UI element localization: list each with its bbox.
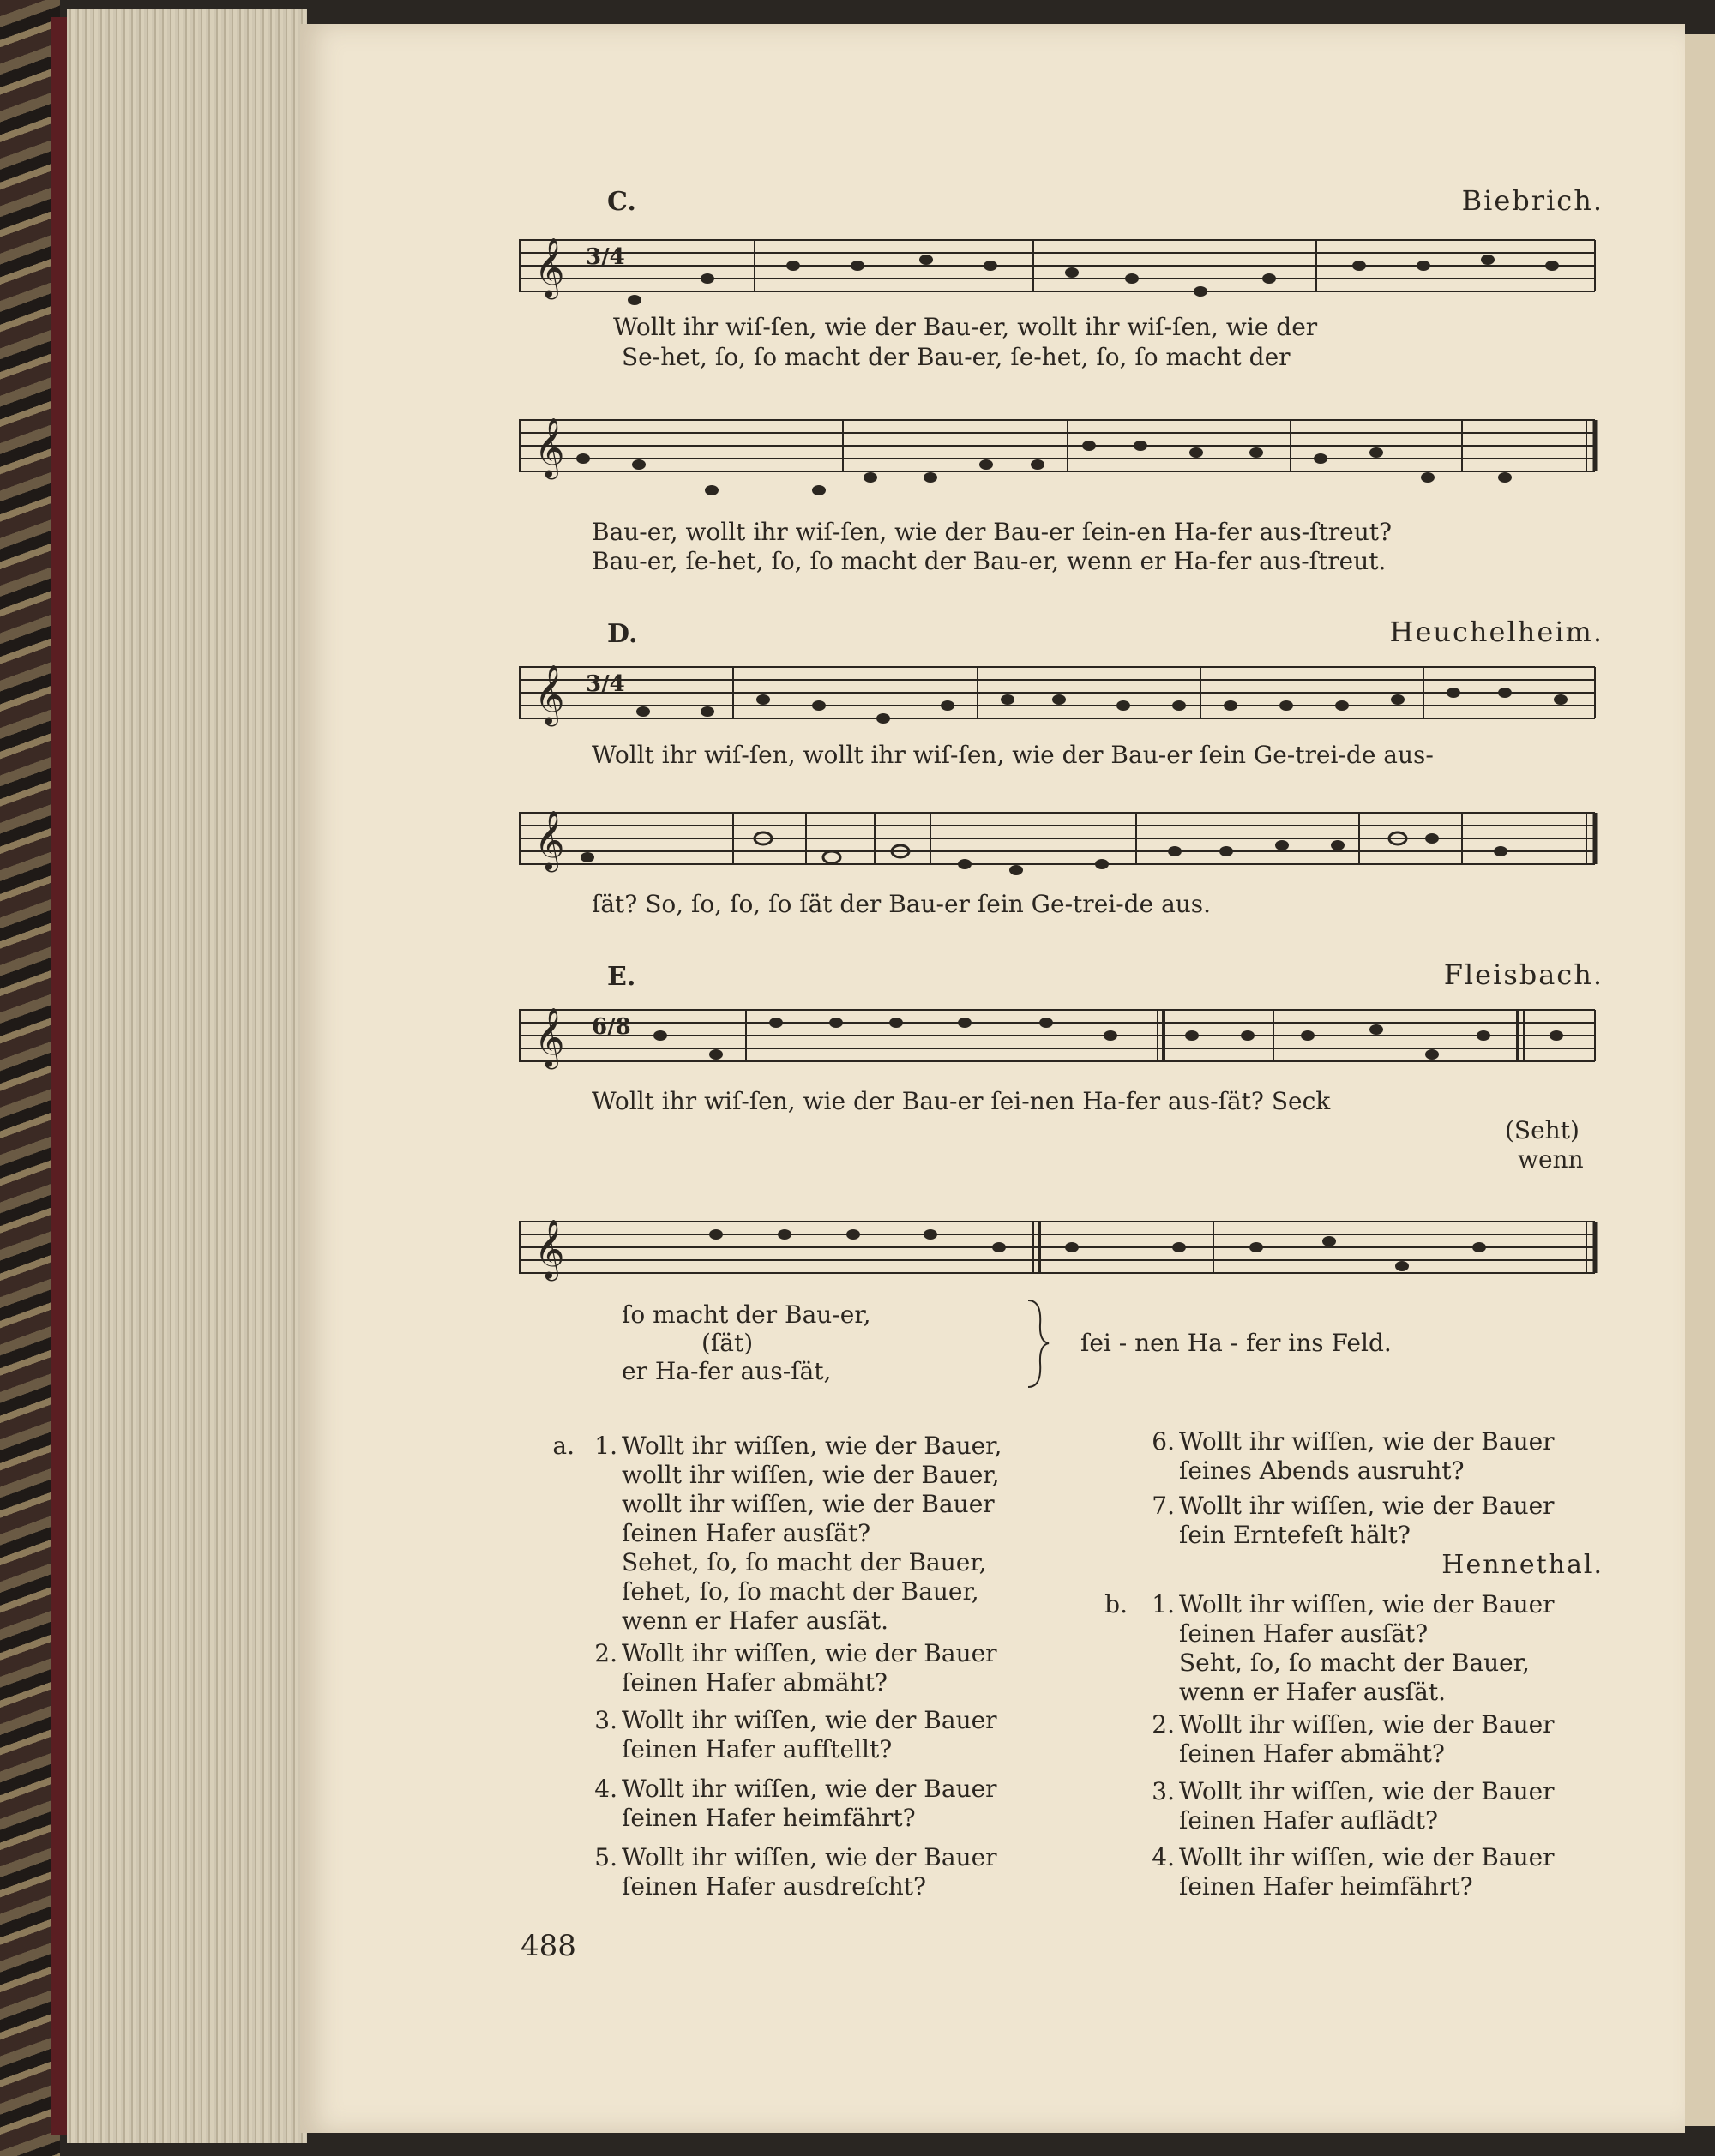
verse-a-6-text: Wollt ihr wiſſen, wie der Bauer ſeines Abends ausruht? — [1179, 1427, 1555, 1485]
verse-a-5-text: Wollt ihr wiſſen, wie der Bauer ſeinen Hafer ausdreſcht? — [622, 1843, 997, 1901]
page-number: 488 — [521, 1929, 576, 1963]
svg-text:𝄞: 𝄞 — [534, 1007, 565, 1067]
verse-b-2-number: 2. — [1152, 1710, 1175, 1739]
staff-c-2 — [519, 411, 1599, 506]
time-signature-e — [592, 1014, 631, 1040]
verse-a-4-number: 4. — [594, 1775, 617, 1803]
place-hennethal: Hennethal. — [1441, 1550, 1604, 1580]
verse-b-1-text: Wollt ihr wiſſen, wie der Bauer ſeinen Hafer ausſät? Seht, ſo, ſo macht der Bauer, wenn er Hafer ausſät. — [1179, 1590, 1555, 1706]
verse-a-3-text: Wollt ihr wiſſen, wie der Bauer ſeinen Hafer aufſtellt? — [622, 1706, 997, 1763]
page-edges — [67, 9, 307, 2143]
lyric-e-2-verse-2: (ſät) — [701, 1329, 754, 1357]
brace — [1025, 1299, 1050, 1389]
place-biebrich: Biebrich. — [1461, 184, 1604, 217]
time-signature-d — [586, 671, 625, 697]
svg-text:𝄞: 𝄞 — [534, 1219, 565, 1279]
cover-spine-edge — [51, 17, 67, 2135]
svg-text:𝄞: 𝄞 — [534, 417, 565, 477]
lyric-d-2: ſät? So, ſo, ſo, ſo ſät der Bau-er ſein Ge-trei-de aus. — [592, 890, 1212, 918]
staff-e-1 — [519, 1001, 1599, 1078]
verse-b-1-number: 1. — [1152, 1590, 1175, 1619]
verse-b-4-text: Wollt ihr wiſſen, wie der Bauer ſeinen Hafer heimfährt? — [1179, 1843, 1555, 1901]
svg-text:𝄞: 𝄞 — [534, 237, 565, 297]
lyric-e-2-verse-3: er Ha-fer aus-ſät, — [622, 1357, 832, 1385]
svg-text:3/4: 3/4 — [586, 244, 625, 270]
time-signature-c — [586, 244, 625, 270]
verse-a-6-number: 6. — [1152, 1427, 1175, 1456]
verse-a-3-number: 3. — [594, 1706, 617, 1734]
svg-text:𝄞: 𝄞 — [534, 810, 565, 870]
lyric-e-1-extra-2: wenn — [1518, 1145, 1584, 1174]
verse-group-a-label: a. — [552, 1432, 575, 1460]
section-label-c: C. — [607, 187, 636, 217]
staff-c-1 — [519, 231, 1599, 309]
lyric-e-2-verse-1: ſo macht der Bau-er, — [622, 1300, 871, 1329]
verse-a-4-text: Wollt ihr wiſſen, wie der Bauer ſeinen Hafer heimfährt? — [622, 1775, 997, 1832]
lyric-c-1-verse-2: Se-het, ſo, ſo macht der Bau-er, ſe-het, ſo, ſo macht der — [622, 343, 1291, 371]
staff-e-2 — [519, 1213, 1599, 1290]
verse-a-1-number: 1. — [594, 1432, 617, 1460]
section-label-e: E. — [607, 962, 636, 992]
verse-a-5-number: 5. — [594, 1843, 617, 1871]
lyric-c-2-verse-1: Bau-er, wollt ihr wiſ-ſen, wie der Bau-er ſein-en Ha-fer aus-ſtreut? — [592, 518, 1393, 546]
lyric-c-1-verse-1: Wollt ihr wiſ-ſen, wie der Bau-er, wollt ihr wiſ-ſen, wie der — [613, 313, 1318, 341]
verse-a-7-text: Wollt ihr wiſſen, wie der Bauer ſein Erntefeſt hält? — [1179, 1492, 1555, 1549]
verse-a-2-number: 2. — [594, 1639, 617, 1667]
svg-text:3/4: 3/4 — [586, 671, 625, 697]
verse-a-1-text: Wollt ihr wiſſen, wie der Bauer, wollt ihr wiſſen, wie der Bauer, wollt ihr wiſſen, wie der Bauer ſeinen Hafer ausſät? Sehet, ſo, ſo macht der Bauer, ſehet, ſo, ſo macht der Bauer, wenn er Hafer ausſät. — [622, 1432, 1002, 1635]
place-fleisbach: Fleisbach. — [1443, 958, 1604, 991]
lyric-c-2-verse-2: Bau-er, ſe-het, ſo, ſo macht der Bau-er, wenn er Ha-fer aus-ſtreut. — [592, 547, 1387, 575]
verse-a-7-number: 7. — [1152, 1492, 1175, 1520]
staff-d-1 — [519, 658, 1599, 736]
verse-b-4-number: 4. — [1152, 1843, 1175, 1871]
facing-page-edge — [1685, 34, 1715, 2126]
verse-b-2-text: Wollt ihr wiſſen, wie der Bauer ſeinen Hafer abmäht? — [1179, 1710, 1555, 1768]
svg-text:𝄞: 𝄞 — [534, 664, 565, 724]
lyric-e-2-refrain: ſei - nen Ha - fer ins Feld. — [1080, 1329, 1392, 1357]
place-heuchelheim: Heuchelheim. — [1389, 616, 1604, 648]
verse-b-3-number: 3. — [1152, 1777, 1175, 1805]
staff-d-2 — [519, 804, 1599, 881]
verse-a-2-text: Wollt ihr wiſſen, wie der Bauer ſeinen Hafer abmäht? — [622, 1639, 997, 1697]
lyric-d-1: Wollt ihr wiſ-ſen, wollt ihr wiſ-ſen, wie der Bau-er ſein Ge-trei-de aus- — [592, 741, 1434, 769]
lyric-e-1: Wollt ihr wiſ-ſen, wie der Bau-er ſei-nen Ha-fer aus-ſät? Seck — [592, 1087, 1331, 1115]
verse-b-3-text: Wollt ihr wiſſen, wie der Bauer ſeinen Hafer auflädt? — [1179, 1777, 1555, 1835]
section-label-d: D. — [607, 619, 638, 649]
svg-text:6/8: 6/8 — [592, 1014, 631, 1040]
lyric-e-1-extra-1: (Seht) — [1505, 1116, 1580, 1144]
verse-group-b-label: b. — [1104, 1590, 1128, 1619]
